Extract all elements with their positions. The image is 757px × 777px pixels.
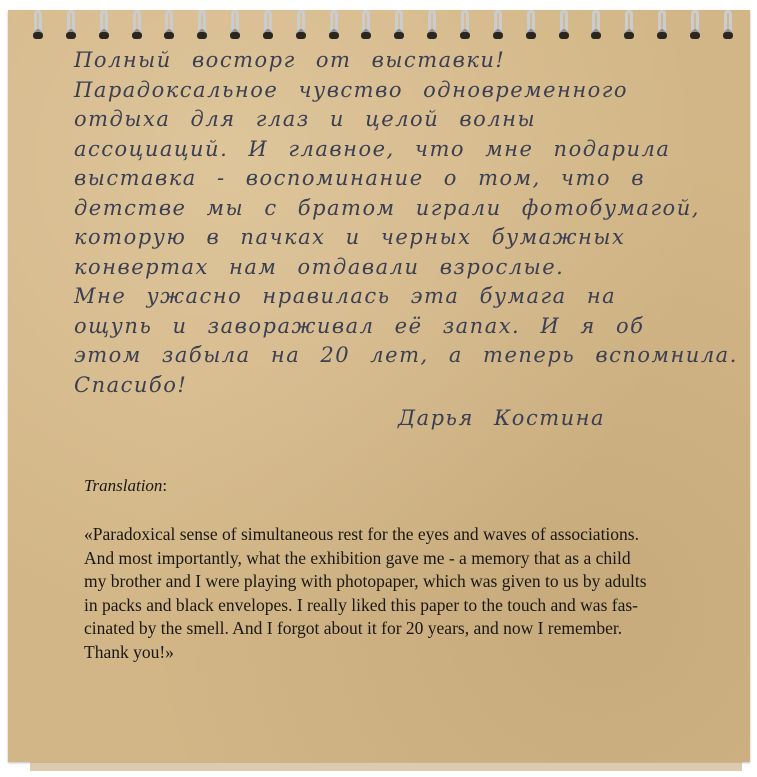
handwritten-line: детстве мы с братом играли фотобумагой,	[74, 195, 700, 220]
ring-wire	[395, 10, 403, 32]
binding-ring	[492, 10, 504, 40]
ring-wire	[362, 10, 370, 32]
binding-ring	[295, 10, 307, 40]
punch-hole	[296, 32, 306, 39]
binding-ring	[32, 10, 44, 40]
ring-wire	[297, 10, 305, 32]
punch-hole	[394, 32, 404, 39]
ring-wire	[428, 10, 436, 32]
punch-hole	[99, 32, 109, 39]
binding-ring	[65, 10, 77, 40]
punch-hole	[624, 32, 634, 39]
handwritten-line: ощупь и завораживал её запах. И я об	[74, 313, 645, 338]
ring-wire	[264, 10, 272, 32]
ring-wire	[625, 10, 633, 32]
handwritten-line: Полный восторг от выставки!	[74, 48, 506, 72]
ring-wire	[494, 10, 502, 32]
punch-hole	[263, 32, 273, 39]
punch-hole	[591, 32, 601, 39]
ring-wire	[67, 10, 75, 32]
handwritten-line: ассоциаций. И главное, что мне подарила	[74, 136, 671, 161]
ring-wire	[165, 10, 173, 32]
binding-ring	[131, 10, 143, 40]
handwritten-note	[74, 46, 738, 400]
handwritten-line: отдыха для глаз и целой волны	[74, 107, 537, 131]
punch-hole	[164, 32, 174, 39]
handwritten-line: Мне ужасно нравилась эта бумага на	[74, 284, 617, 308]
translation-line: And most importantly, what the exhibition gave me - a memory that as a child	[84, 547, 631, 568]
punch-hole	[460, 32, 470, 39]
translation-text	[84, 523, 744, 664]
ring-wire	[133, 10, 141, 32]
ring-wire	[231, 10, 239, 32]
ring-wire	[461, 10, 469, 32]
translation-line: my brother and I were playing with photopaper, which was given to us by adults	[84, 571, 647, 591]
binding-ring	[590, 10, 602, 40]
punch-hole	[197, 32, 207, 39]
ring-wire	[560, 10, 568, 32]
punch-hole	[361, 32, 371, 39]
ring-wire	[330, 10, 338, 32]
translation-line: in packs and black envelopes. I really liked this paper to the touch and was fas-	[84, 594, 638, 615]
translation-label: Translation	[84, 476, 163, 495]
handwritten-line: Спасибо!	[74, 372, 188, 397]
binding-ring	[328, 10, 340, 40]
binding-ring	[558, 10, 570, 40]
punch-hole	[230, 32, 240, 39]
ring-wire	[198, 10, 206, 32]
translation-label-colon: :	[162, 476, 168, 495]
translation-line: Thank you!»	[84, 641, 174, 662]
binding-ring	[229, 10, 241, 40]
ring-wire	[592, 10, 600, 32]
punch-hole	[690, 32, 700, 39]
spiral-binding	[28, 10, 738, 44]
handwritten-line: этом забыла на 20 лет, а теперь вспомнила.	[74, 343, 738, 367]
binding-ring	[196, 10, 208, 40]
binding-ring	[525, 10, 537, 40]
ring-wire	[724, 10, 732, 32]
binding-ring	[426, 10, 438, 40]
punch-hole	[132, 32, 142, 39]
binding-ring	[163, 10, 175, 40]
translation-line: cinated by the smell. And I forgot about it for 20 years, and now I remember.	[84, 618, 623, 638]
handwritten-line: конвертах нам отдавали взрослые.	[74, 254, 565, 279]
binding-ring	[689, 10, 701, 40]
binding-ring	[459, 10, 471, 40]
punch-hole	[427, 32, 437, 39]
ring-wire	[658, 10, 666, 32]
punch-hole	[329, 32, 339, 39]
binding-ring	[98, 10, 110, 40]
handwritten-signature: Дарья Костина	[398, 406, 605, 430]
punch-hole	[657, 32, 667, 39]
ring-wire	[34, 10, 42, 32]
notebook-page	[8, 10, 750, 762]
binding-ring	[656, 10, 668, 40]
handwritten-line: выставка - воспоминание о том, что в	[74, 166, 645, 190]
punch-hole	[33, 32, 43, 39]
ring-wire	[100, 10, 108, 32]
punch-hole	[66, 32, 76, 39]
ring-wire	[527, 10, 535, 32]
handwritten-line: которую в пачках и черных бумажных	[74, 225, 626, 249]
page-edge	[30, 762, 742, 771]
punch-hole	[559, 32, 569, 39]
translation-line: «Paradoxical sense of simultaneous rest for the eyes and waves of associations.	[84, 524, 639, 544]
binding-ring	[262, 10, 274, 40]
binding-ring	[393, 10, 405, 40]
translation-heading	[84, 476, 167, 496]
binding-ring	[623, 10, 635, 40]
punch-hole	[526, 32, 536, 39]
handwritten-line: Парадоксальное чувство одновременного	[74, 77, 629, 102]
punch-hole	[493, 32, 503, 39]
punch-hole	[723, 32, 733, 39]
binding-ring	[360, 10, 372, 40]
binding-ring	[722, 10, 734, 40]
ring-wire	[691, 10, 699, 32]
